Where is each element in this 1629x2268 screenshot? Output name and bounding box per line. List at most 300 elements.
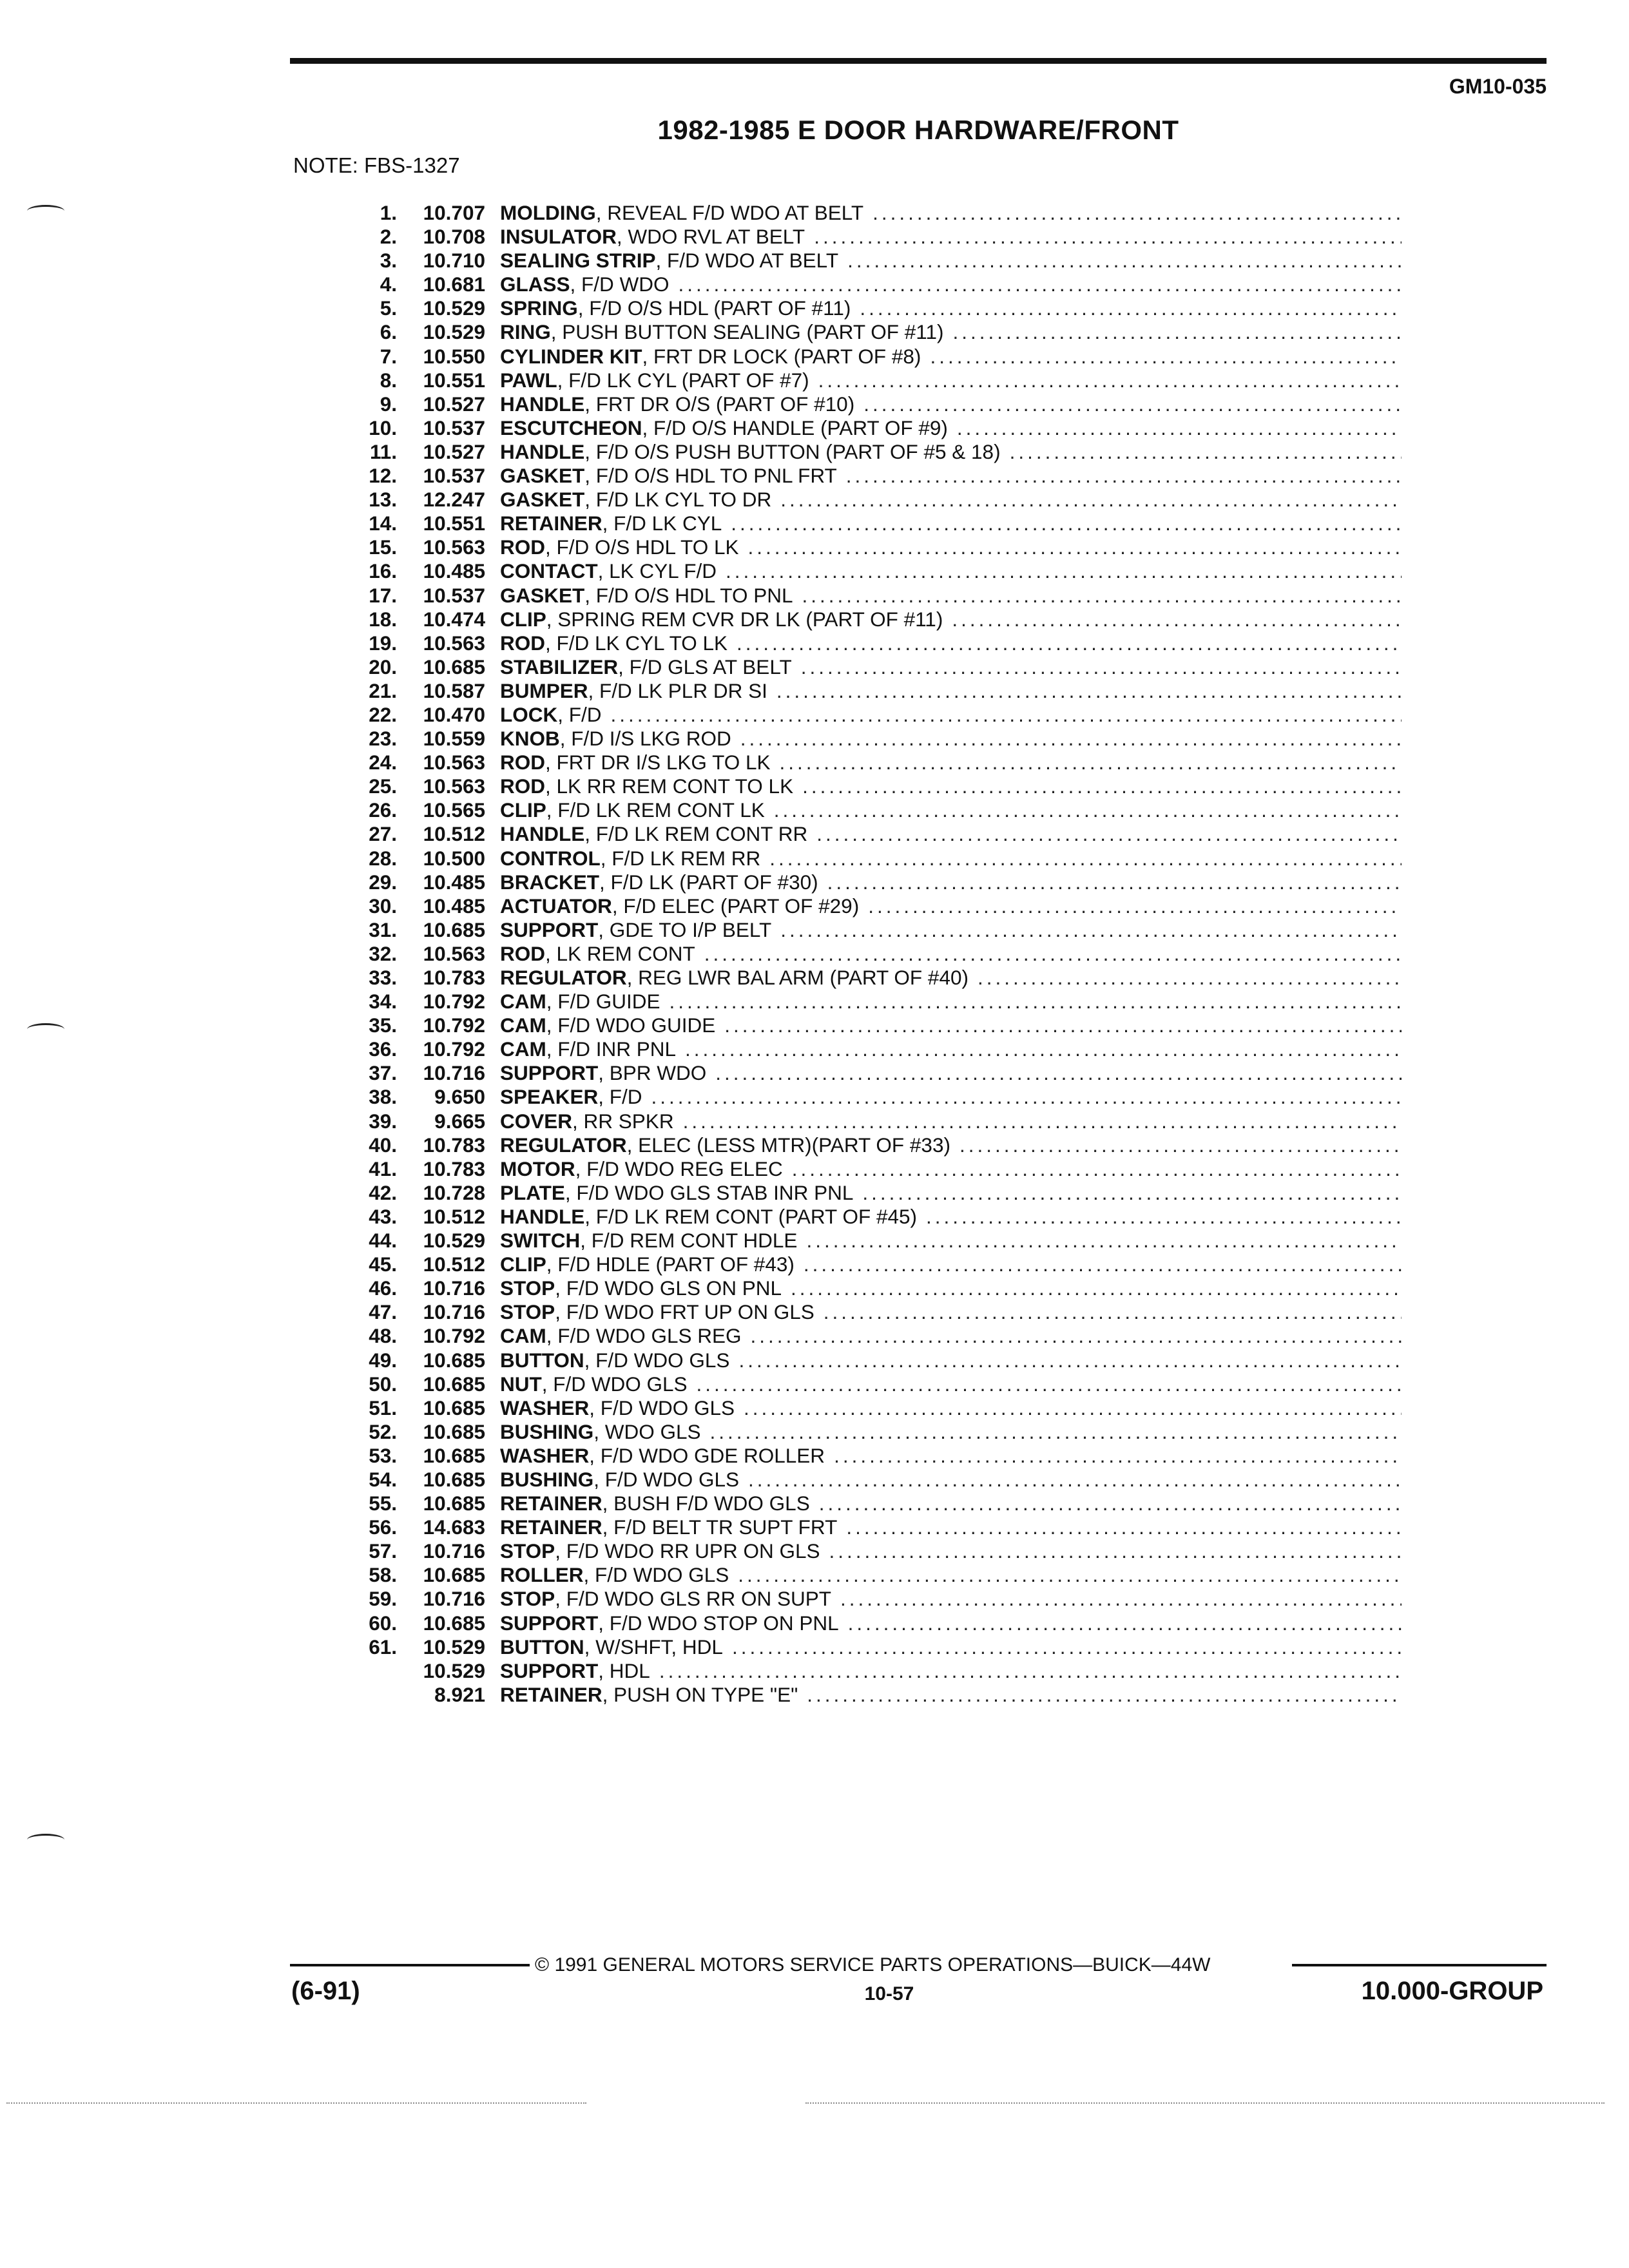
item-number: 6. — [380, 320, 397, 344]
part-description — [500, 1133, 950, 1157]
dot-leader — [769, 847, 1402, 870]
item-number: 27. — [369, 822, 397, 846]
part-detail: , F/D WDO GLS — [583, 1563, 729, 1587]
part-name: SUPPORT — [500, 1061, 599, 1085]
item-number: 28. — [369, 846, 397, 870]
group-code: 10.551 — [423, 512, 485, 535]
item-number: 10. — [369, 416, 397, 439]
group-code: 10.485 — [423, 894, 485, 918]
part-name: CAM — [500, 1014, 546, 1037]
group-code: 10.587 — [423, 678, 485, 702]
part-detail: , F/D WDO GLS — [584, 1348, 730, 1372]
part-name: NUT — [500, 1372, 542, 1396]
dot-leader — [840, 1587, 1402, 1611]
part-row — [335, 345, 1402, 369]
part-description — [500, 847, 760, 870]
part-description — [500, 679, 767, 703]
group-code: 10.563 — [423, 774, 485, 798]
dot-leader — [611, 703, 1402, 727]
group-code: 10.559 — [423, 727, 485, 751]
item-number: 45. — [369, 1253, 397, 1276]
part-detail: , REG LWR BAL ARM (PART OF #40) — [626, 966, 969, 989]
dot-leader — [748, 1468, 1402, 1492]
item-number: 15. — [369, 535, 397, 559]
part-description — [500, 1492, 810, 1515]
dot-leader — [780, 751, 1402, 774]
part-row — [335, 798, 1402, 822]
part-detail: , WDO RVL AT BELT — [616, 225, 805, 249]
part-description — [500, 727, 731, 751]
group-code: 10.563 — [423, 535, 485, 559]
part-description — [500, 392, 854, 416]
part-description — [500, 225, 805, 249]
part-row — [335, 1061, 1402, 1085]
part-description — [500, 918, 771, 942]
dot-leader — [862, 1181, 1402, 1205]
part-row — [335, 1587, 1402, 1611]
group-code: 10.485 — [423, 559, 485, 583]
group-code: 10.685 — [423, 1563, 485, 1587]
part-description — [500, 1611, 839, 1635]
part-detail: , FRT DR LOCK (PART OF #8) — [642, 344, 921, 368]
revision-date: (6-91) — [291, 1977, 360, 2005]
part-name: INSULATOR — [500, 225, 617, 249]
part-detail: , F/D LK CYL TO LK — [545, 631, 728, 655]
part-description — [500, 1205, 917, 1229]
part-row — [335, 1205, 1402, 1229]
page-title: 1982-1985 E DOOR HARDWARE/FRONT — [657, 115, 1179, 145]
item-number: 11. — [369, 439, 397, 463]
part-detail: , F/D REM CONT HDLE — [580, 1229, 798, 1253]
margin-scan-mark — [27, 1023, 64, 1035]
item-number: 7. — [380, 344, 397, 368]
part-row — [335, 1349, 1402, 1372]
part-name: WASHER — [500, 1396, 590, 1419]
part-description — [500, 1563, 729, 1587]
part-name: SUPPORT — [500, 918, 599, 941]
part-row — [335, 249, 1402, 273]
dot-leader — [738, 1563, 1402, 1587]
item-number: 39. — [369, 1109, 397, 1133]
group-code: 10.512 — [423, 1253, 485, 1276]
part-detail: , F/D O/S HDL (PART OF #11) — [577, 296, 851, 320]
item-number: 52. — [369, 1419, 397, 1443]
part-name: MOLDING — [500, 201, 596, 224]
part-detail: , F/D WDO GLS STAB INR PNL — [564, 1180, 854, 1204]
part-detail: , REVEAL F/D WDO AT BELT — [595, 201, 864, 224]
part-detail: , LK CYL F/D — [597, 559, 717, 583]
group-code: 10.550 — [423, 344, 485, 368]
group-code: 10.500 — [423, 846, 485, 870]
part-description — [500, 273, 670, 296]
part-row — [335, 464, 1402, 488]
part-detail: , FRT DR I/S LKG TO LK — [545, 751, 771, 774]
dot-leader — [737, 631, 1402, 655]
part-name: SUPPORT — [500, 1611, 599, 1635]
part-name: GASKET — [500, 583, 585, 607]
part-name: PAWL — [500, 368, 557, 392]
part-description — [500, 416, 948, 440]
part-name: ROD — [500, 751, 545, 774]
part-detail: , F/D WDO GLS — [593, 1467, 740, 1491]
dot-leader — [848, 1611, 1402, 1635]
part-row — [335, 1635, 1402, 1659]
dot-leader — [860, 296, 1402, 320]
part-detail: , WDO GLS — [593, 1419, 701, 1443]
copyright-line: © 1991 GENERAL MOTORS SERVICE PARTS OPERATIONS—BUICK—44W — [535, 1954, 1211, 1975]
part-detail: , F/D LK (PART OF #30) — [599, 870, 818, 894]
part-description — [500, 296, 851, 320]
part-detail: , F/D INR PNL — [546, 1037, 677, 1061]
part-name: BRACKET — [500, 870, 599, 894]
part-row — [335, 392, 1402, 416]
part-detail: , F/D LK REM CONT LK — [546, 798, 765, 822]
item-number: 31. — [369, 918, 397, 941]
part-detail: , F/D WDO AT BELT — [655, 249, 839, 273]
part-description — [500, 751, 771, 774]
part-row — [335, 1276, 1402, 1300]
dot-leader — [863, 392, 1402, 416]
dot-leader — [724, 1014, 1402, 1037]
part-description — [500, 1110, 674, 1133]
item-number: 43. — [369, 1204, 397, 1228]
part-description — [500, 1683, 798, 1707]
group-code: 10.783 — [423, 1133, 485, 1157]
item-number: 41. — [369, 1157, 397, 1180]
item-number: 25. — [369, 774, 397, 798]
part-description — [500, 1539, 820, 1563]
dot-leader — [740, 727, 1402, 751]
part-name: COVER — [500, 1109, 573, 1133]
group-code: 10.783 — [423, 966, 485, 989]
group-code: 10.716 — [423, 1587, 485, 1611]
dot-leader — [802, 584, 1402, 608]
item-number: 4. — [380, 273, 397, 296]
part-description — [500, 201, 863, 225]
group-code: 10.792 — [423, 1037, 485, 1061]
part-name: HANDLE — [500, 439, 585, 463]
part-detail: , F/D — [598, 1085, 642, 1109]
part-description — [500, 990, 660, 1014]
dot-leader — [930, 345, 1402, 369]
part-name: RETAINER — [500, 1515, 602, 1539]
group-code: 10.563 — [423, 941, 485, 965]
item-number: 26. — [369, 798, 397, 822]
dot-leader — [804, 1253, 1402, 1276]
dot-leader — [846, 1515, 1402, 1539]
item-number: 19. — [369, 631, 397, 655]
group-code: 10.792 — [423, 1324, 485, 1348]
dot-leader — [697, 1372, 1402, 1396]
item-number: 18. — [369, 607, 397, 631]
item-number: 48. — [369, 1324, 397, 1348]
part-detail: , F/D LK CYL (PART OF #7) — [557, 368, 809, 392]
item-number: 55. — [369, 1492, 397, 1515]
part-detail: , F/D LK REM CONT (PART OF #45) — [584, 1204, 918, 1228]
part-row — [335, 966, 1402, 990]
item-number: 37. — [369, 1061, 397, 1085]
dot-leader — [847, 249, 1402, 273]
part-row — [335, 774, 1402, 798]
part-row — [335, 559, 1402, 583]
part-detail: , F/D GUIDE — [546, 990, 660, 1014]
part-row — [335, 1539, 1402, 1563]
scan-artifact-line — [6, 2102, 586, 2105]
part-description — [500, 703, 602, 727]
group-code: 10.685 — [423, 1492, 485, 1515]
part-description — [500, 1349, 729, 1372]
part-name: GLASS — [500, 273, 570, 296]
part-row — [335, 225, 1402, 249]
item-number: 50. — [369, 1372, 397, 1396]
part-detail: , F/D HDLE (PART OF #43) — [546, 1253, 795, 1276]
dot-leader — [816, 822, 1402, 846]
part-row — [335, 1659, 1402, 1683]
part-row — [335, 1372, 1402, 1396]
dot-leader — [670, 990, 1402, 1014]
part-name: ROD — [500, 774, 545, 798]
dot-leader — [744, 1396, 1402, 1420]
dot-leader — [801, 655, 1402, 679]
document-code: GM10-035 — [1449, 75, 1547, 98]
part-row — [335, 751, 1402, 774]
part-detail: , F/D WDO — [570, 273, 670, 296]
dot-leader — [774, 798, 1402, 822]
item-number: 56. — [369, 1515, 397, 1539]
part-detail: , F/D WDO GLS RR ON SUPT — [555, 1587, 831, 1611]
part-description — [500, 440, 1001, 464]
part-detail: , PUSH ON TYPE "E" — [602, 1682, 798, 1706]
dot-leader — [806, 1229, 1402, 1253]
part-name: RING — [500, 320, 551, 344]
part-detail: , F/D WDO GDE ROLLER — [589, 1443, 825, 1467]
part-name: CYLINDER KIT — [500, 344, 642, 368]
item-number: 42. — [369, 1180, 397, 1204]
scan-artifact-line — [805, 2102, 1605, 2105]
group-code: 10.707 — [423, 201, 485, 224]
part-description — [500, 512, 722, 535]
dot-leader — [952, 320, 1402, 344]
group-code: 12.247 — [423, 488, 485, 512]
dot-leader — [1010, 440, 1402, 464]
part-detail: , F/D WDO GLS ON PNL — [555, 1276, 782, 1300]
item-number: 14. — [369, 512, 397, 535]
group-code: 10.512 — [423, 1204, 485, 1228]
dot-leader — [726, 559, 1402, 583]
part-description — [500, 631, 728, 655]
part-name: MOTOR — [500, 1157, 575, 1180]
part-description — [500, 608, 943, 631]
part-description — [500, 1420, 701, 1444]
group-code: 10.716 — [423, 1061, 485, 1085]
part-row — [335, 894, 1402, 918]
item-number: 38. — [369, 1085, 397, 1109]
part-description — [500, 1181, 853, 1205]
part-row — [335, 631, 1402, 655]
group-code: 10.685 — [423, 1419, 485, 1443]
item-number: 3. — [380, 249, 397, 273]
item-number: 13. — [369, 488, 397, 512]
group-code: 10.537 — [423, 416, 485, 439]
dot-leader — [751, 1324, 1402, 1348]
item-number: 2. — [380, 225, 397, 249]
dot-leader — [807, 1683, 1402, 1707]
part-name: KNOB — [500, 727, 560, 751]
group-code: 10.529 — [423, 296, 485, 320]
part-name: BUSHING — [500, 1467, 594, 1491]
part-description — [500, 249, 838, 273]
part-description — [500, 822, 807, 846]
part-name: ACTUATOR — [500, 894, 612, 918]
part-row — [335, 1037, 1402, 1061]
part-detail: , F/D BELT TR SUPT FRT — [602, 1515, 838, 1539]
part-row — [335, 1253, 1402, 1276]
part-description — [500, 464, 837, 488]
part-description — [500, 870, 818, 894]
footer-rule-left — [290, 1964, 530, 1966]
dot-leader — [818, 369, 1402, 392]
dot-leader — [780, 918, 1402, 942]
part-row — [335, 1563, 1402, 1587]
item-number: 51. — [369, 1396, 397, 1419]
part-row — [335, 1515, 1402, 1539]
part-row — [335, 512, 1402, 535]
item-number: 57. — [369, 1539, 397, 1563]
part-description — [500, 320, 943, 344]
dot-leader — [829, 1539, 1402, 1563]
part-name: GASKET — [500, 488, 585, 512]
item-number: 29. — [369, 870, 397, 894]
part-description — [500, 1037, 676, 1061]
part-description — [500, 1372, 688, 1396]
group-code: 10.529 — [423, 1658, 485, 1682]
part-name: PLATE — [500, 1180, 565, 1204]
part-detail: , F/D O/S HDL TO PNL FRT — [584, 464, 837, 488]
dot-leader — [738, 1349, 1402, 1372]
group-code: 10.470 — [423, 702, 485, 726]
dot-leader — [776, 679, 1402, 703]
part-detail: , F/D WDO RR UPR ON GLS — [555, 1539, 820, 1563]
part-detail: , F/D LK CYL TO DR — [584, 488, 772, 512]
part-description — [500, 1157, 783, 1181]
group-code: 9.665 — [434, 1109, 485, 1133]
group-code: 10.685 — [423, 1348, 485, 1372]
item-number: 59. — [369, 1587, 397, 1611]
part-row — [335, 1324, 1402, 1348]
group-code: 10.685 — [423, 1396, 485, 1419]
part-description — [500, 1276, 782, 1300]
item-number: 34. — [369, 990, 397, 1014]
part-detail: , F/D — [557, 702, 602, 726]
group-code: 10.710 — [423, 249, 485, 273]
item-number: 33. — [369, 966, 397, 989]
group-code: 10.685 — [423, 918, 485, 941]
part-name: CAM — [500, 990, 546, 1014]
part-description — [500, 1085, 642, 1109]
group-code: 10.529 — [423, 1635, 485, 1658]
part-name: REGULATOR — [500, 1133, 627, 1157]
part-row — [335, 584, 1402, 608]
item-number: 40. — [369, 1133, 397, 1157]
dot-leader — [868, 894, 1402, 918]
part-detail: , F/D WDO REG ELEC — [575, 1157, 783, 1180]
item-number: 47. — [369, 1300, 397, 1324]
part-row — [335, 1157, 1402, 1181]
dot-leader — [731, 512, 1402, 535]
dot-leader — [978, 966, 1402, 990]
item-number: 35. — [369, 1014, 397, 1037]
dot-leader — [846, 464, 1402, 488]
part-detail: , F/D WDO STOP ON PNL — [598, 1611, 839, 1635]
part-detail: , F/D WDO GLS — [541, 1372, 688, 1396]
part-name: SPRING — [500, 296, 578, 320]
part-description — [500, 1468, 739, 1492]
part-detail: , RR SPKR — [572, 1109, 674, 1133]
part-name: CAM — [500, 1037, 546, 1061]
dot-leader — [715, 1061, 1402, 1085]
part-row — [335, 1492, 1402, 1515]
part-name: HANDLE — [500, 392, 585, 416]
part-description — [500, 1014, 715, 1037]
part-description — [500, 559, 717, 583]
part-row — [335, 1014, 1402, 1037]
part-detail: , F/D LK REM CONT RR — [584, 822, 808, 846]
dot-leader — [872, 201, 1402, 225]
margin-scan-mark — [27, 205, 64, 217]
part-name: BUTTON — [500, 1348, 584, 1372]
item-number: 23. — [369, 727, 397, 751]
part-detail: , LK REM CONT — [545, 941, 695, 965]
part-name: STOP — [500, 1276, 555, 1300]
part-description — [500, 584, 793, 608]
group-code: 10.565 — [423, 798, 485, 822]
group-code: 10.792 — [423, 990, 485, 1014]
part-detail: , F/D WDO FRT UP ON GLS — [555, 1300, 815, 1324]
part-description — [500, 1515, 837, 1539]
part-description — [500, 1061, 706, 1085]
group-code: 10.529 — [423, 320, 485, 344]
part-row — [335, 703, 1402, 727]
dot-leader — [834, 1444, 1402, 1468]
part-name: SPEAKER — [500, 1085, 599, 1109]
part-row — [335, 847, 1402, 870]
dot-leader — [748, 535, 1402, 559]
item-number: 36. — [369, 1037, 397, 1061]
dot-leader — [802, 774, 1402, 798]
part-description — [500, 1587, 831, 1611]
dot-leader — [926, 1205, 1402, 1229]
page-number: 10-57 — [864, 1983, 914, 2004]
item-number: 46. — [369, 1276, 397, 1300]
group-code: 10.681 — [423, 273, 485, 296]
dot-leader — [685, 1037, 1402, 1061]
part-row — [335, 1444, 1402, 1468]
group-code: 10.792 — [423, 1014, 485, 1037]
part-description — [500, 345, 921, 369]
part-name: REGULATOR — [500, 966, 627, 989]
part-name: BUTTON — [500, 1635, 584, 1658]
item-number: 17. — [369, 583, 397, 607]
part-name: RETAINER — [500, 1492, 602, 1515]
part-row — [335, 1085, 1402, 1109]
part-row — [335, 1181, 1402, 1205]
part-row — [335, 440, 1402, 464]
part-row — [335, 918, 1402, 942]
part-name: WASHER — [500, 1443, 590, 1467]
part-detail: , SPRING REM CVR DR LK (PART OF #11) — [546, 607, 943, 631]
group-code: 10.527 — [423, 392, 485, 416]
group-code: 10.685 — [423, 1443, 485, 1467]
